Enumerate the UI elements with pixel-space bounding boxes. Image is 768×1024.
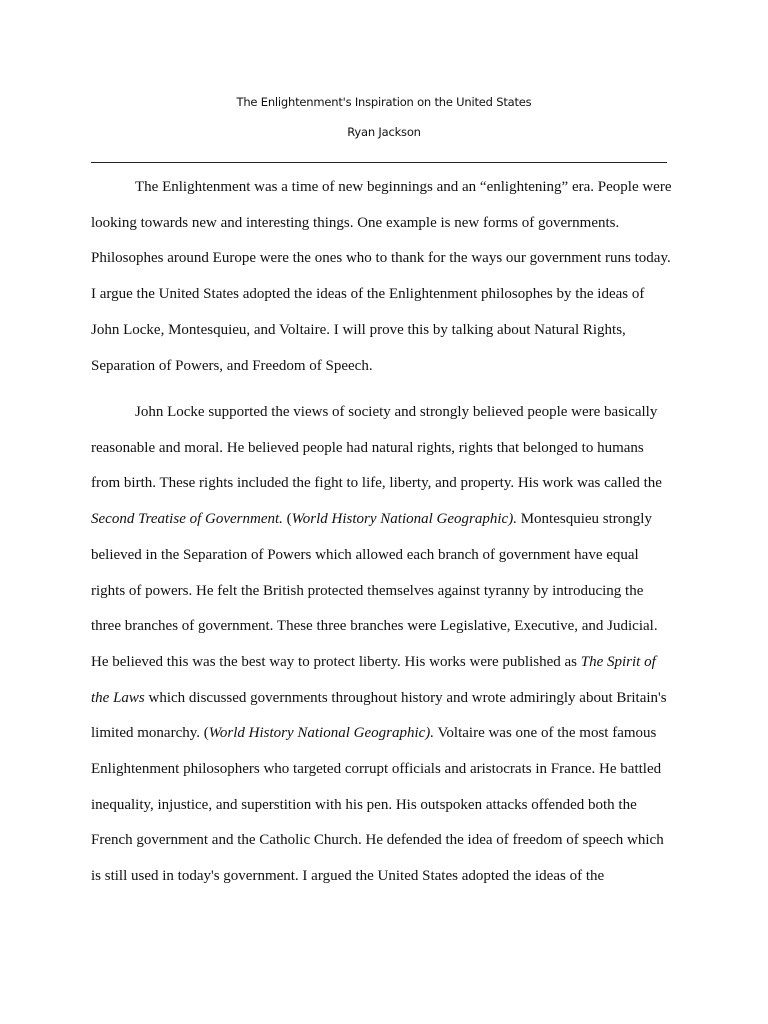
text-line: believed in the Separation of Powers which allowed each branch of government have equal: [91, 546, 639, 563]
text-line: French government and the Catholic Church. He defended the idea of freedom of speech which: [91, 832, 664, 849]
text-line: [91, 645, 681, 681]
text-line: John Locke, Montesquieu, and Voltaire. I will prove this by talking about Natural Rights,: [91, 321, 626, 338]
document-title: The Enlightenment's Inspiration on the United States: [236, 95, 532, 109]
text-line: John Locke supported the views of society and strongly believed people were basically: [135, 404, 658, 420]
text-line: [91, 681, 681, 717]
text-line: inequality, injustice, and superstition with his pen. His outspoken attacks offended both the: [91, 796, 637, 813]
book-title-spirit-of-laws: The Spirit of: [580, 653, 656, 670]
text-line: [91, 716, 681, 752]
text-line: Enlightenment philosophers who targeted corrupt officials and aristocrats in France. He battled: [91, 761, 662, 778]
text-line: is still used in today's government. I argued the United States adopted the ideas of the: [91, 868, 605, 885]
text-span: Voltaire was one of the most famous: [434, 725, 657, 742]
text-line: rights of powers. He felt the British protected themselves against tyranny by introducing the: [91, 582, 644, 599]
text-span: (: [282, 511, 292, 528]
text-line: from birth. These rights included the fight to life, liberty, and property. His work was called the: [91, 475, 662, 492]
book-title-spirit-of-laws-cont: the Laws: [91, 689, 145, 706]
paragraph-body: [91, 395, 681, 895]
text-line: [91, 502, 681, 538]
text-line: three branches of government. These three branches were Legislative, Executive, and Judicial.: [91, 618, 658, 635]
text-line: looking towards new and interesting things. One example is new forms of governments.: [91, 214, 620, 231]
text-line: I argue the United States adopted the ideas of the Enlightenment philosophes by the ideas of: [91, 286, 645, 303]
paragraph-introduction: [91, 170, 681, 384]
text-span: Montesquieu strongly: [516, 511, 652, 528]
document-header: [0, 94, 768, 140]
document-author: Ryan Jackson: [347, 125, 421, 139]
text-span: which discussed governments throughout history and wrote admiringly about Britain's: [144, 689, 667, 706]
text-line: reasonable and moral. He believed people had natural rights, rights that belonged to humans: [91, 439, 644, 456]
citation-world-history: World History National Geographic).: [291, 511, 517, 528]
book-title-second-treatise: Second Treatise of Government.: [91, 511, 283, 528]
text-span: limited monarchy. (: [91, 725, 209, 742]
text-line: Philosophes around Europe were the ones who to thank for the ways our government runs today.: [91, 250, 671, 267]
header-divider: [91, 162, 667, 163]
text-span: He believed this was the best way to protect liberty. His works were published as: [91, 653, 581, 670]
text-line: Separation of Powers, and Freedom of Speech.: [91, 357, 373, 374]
text-line: The Enlightenment was a time of new beginnings and an “enlightening” era. People were: [135, 179, 672, 195]
citation-world-history: World History National Geographic).: [208, 725, 435, 742]
